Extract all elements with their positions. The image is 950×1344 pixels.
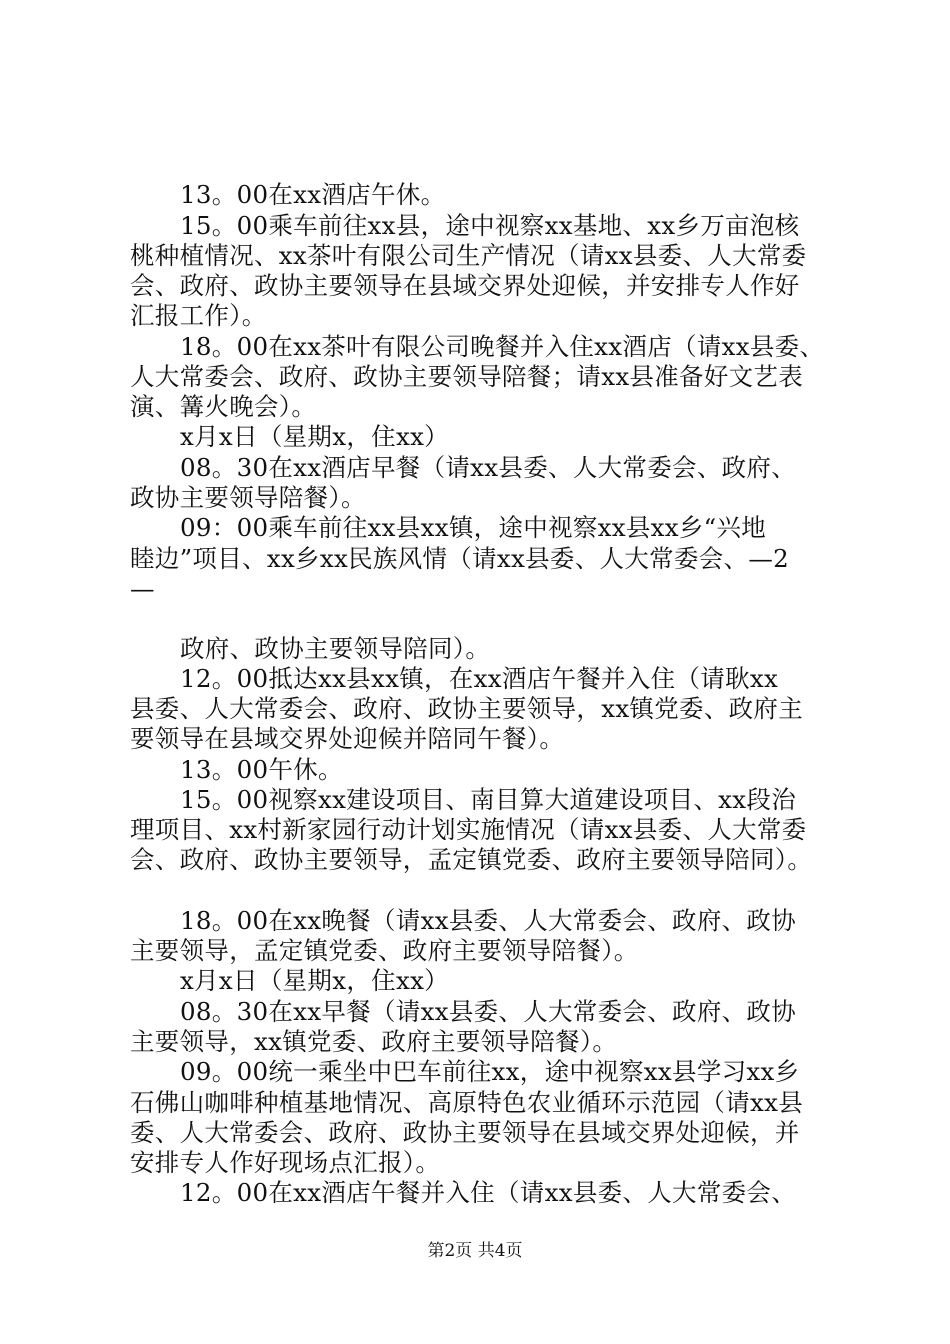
text-line: 委、人大常委会、政府、政协主要领导在县域交界处迎候，并 bbox=[130, 1118, 800, 1147]
text-line: 13。00午休。 bbox=[180, 755, 343, 784]
text-line: 桃种植情况、xx茶叶有限公司生产情况（请xx县委、人大常委 bbox=[130, 241, 807, 270]
text-line: 会、政府、政协主要领导，孟定镇党委、政府主要领导陪同）。 bbox=[130, 845, 813, 874]
text-line: 主要领导，xx镇党委、政府主要领导陪餐）。 bbox=[130, 1027, 618, 1056]
text-line: 15。00乘车前往xx县，途中视察xx基地、xx乡万亩泡核 bbox=[180, 211, 800, 240]
text-line: — bbox=[130, 574, 155, 603]
text-line: 安排专人作好现场点汇报）。 bbox=[130, 1148, 441, 1177]
text-line: 政府、政协主要领导陪同）。 bbox=[180, 634, 491, 663]
text-line: 石佛山咖啡种植基地情况、高原特色农业循环示范园（请xx县 bbox=[130, 1088, 804, 1117]
text-line: 理项目、xx村新家园行动计划实施情况（请xx县委、人大常委 bbox=[130, 815, 807, 844]
text-line: 08。30在xx酒店早餐（请xx县委、人大常委会、政府、 bbox=[180, 453, 797, 482]
text-line: 会、政府、政协主要领导在县域交界处迎候，并安排专人作好 bbox=[130, 271, 800, 300]
text-line: 12。00抵达xx县xx镇，在xx酒店午餐并入住（请耿xx bbox=[180, 664, 779, 693]
text-line: 汇报工作）。 bbox=[130, 301, 267, 330]
text-line: 12。00在xx酒店午餐并入住（请xx县委、人大常委会、 bbox=[180, 1178, 797, 1207]
text-line: 08。30在xx早餐（请xx县委、人大常委会、政府、政协 bbox=[180, 997, 797, 1026]
text-line: 09：00乘车前往xx县xx镇，途中视察xx县xx乡“兴地 bbox=[180, 513, 767, 542]
text-line: 政协主要领导陪餐）。 bbox=[130, 483, 366, 512]
text-line: x月x日（星期x，住xx） bbox=[180, 966, 449, 995]
page-number-footer: 第2页 共4页 bbox=[427, 1241, 523, 1261]
text-line: 主要领导，孟定镇党委、政府主要领导陪餐）。 bbox=[130, 936, 639, 965]
text-line: 09。00统一乘坐中巴车前往xx，途中视察xx县学习xx乡 bbox=[180, 1057, 800, 1086]
text-line: 演、篝火晚会）。 bbox=[130, 392, 317, 421]
text-line: x月x日（星期x，住xx） bbox=[180, 422, 449, 451]
text-line: 睦边”项目、xx乡xx民族风情（请xx县委、人大常委会、—2 bbox=[130, 544, 790, 573]
text-line: 要领导在县域交界处迎候并陪同午餐）。 bbox=[130, 724, 565, 753]
text-line: 13。00在xx酒店午休。 bbox=[180, 180, 446, 209]
text-line: 人大常委会、政府、政协主要领导陪餐；请xx县准备好文艺表 bbox=[130, 362, 804, 391]
text-line: 18。00在xx茶叶有限公司晚餐并入住xx酒店（请xx县委、 bbox=[180, 332, 825, 361]
text-line: 县委、人大常委会、政府、政协主要领导，xx镇党委、政府主 bbox=[130, 694, 804, 723]
text-line: 18。00在xx晚餐（请xx县委、人大常委会、政府、政协 bbox=[180, 906, 797, 935]
text-line: 15。00视察xx建设项目、南目算大道建设项目、xx段治 bbox=[180, 785, 797, 814]
